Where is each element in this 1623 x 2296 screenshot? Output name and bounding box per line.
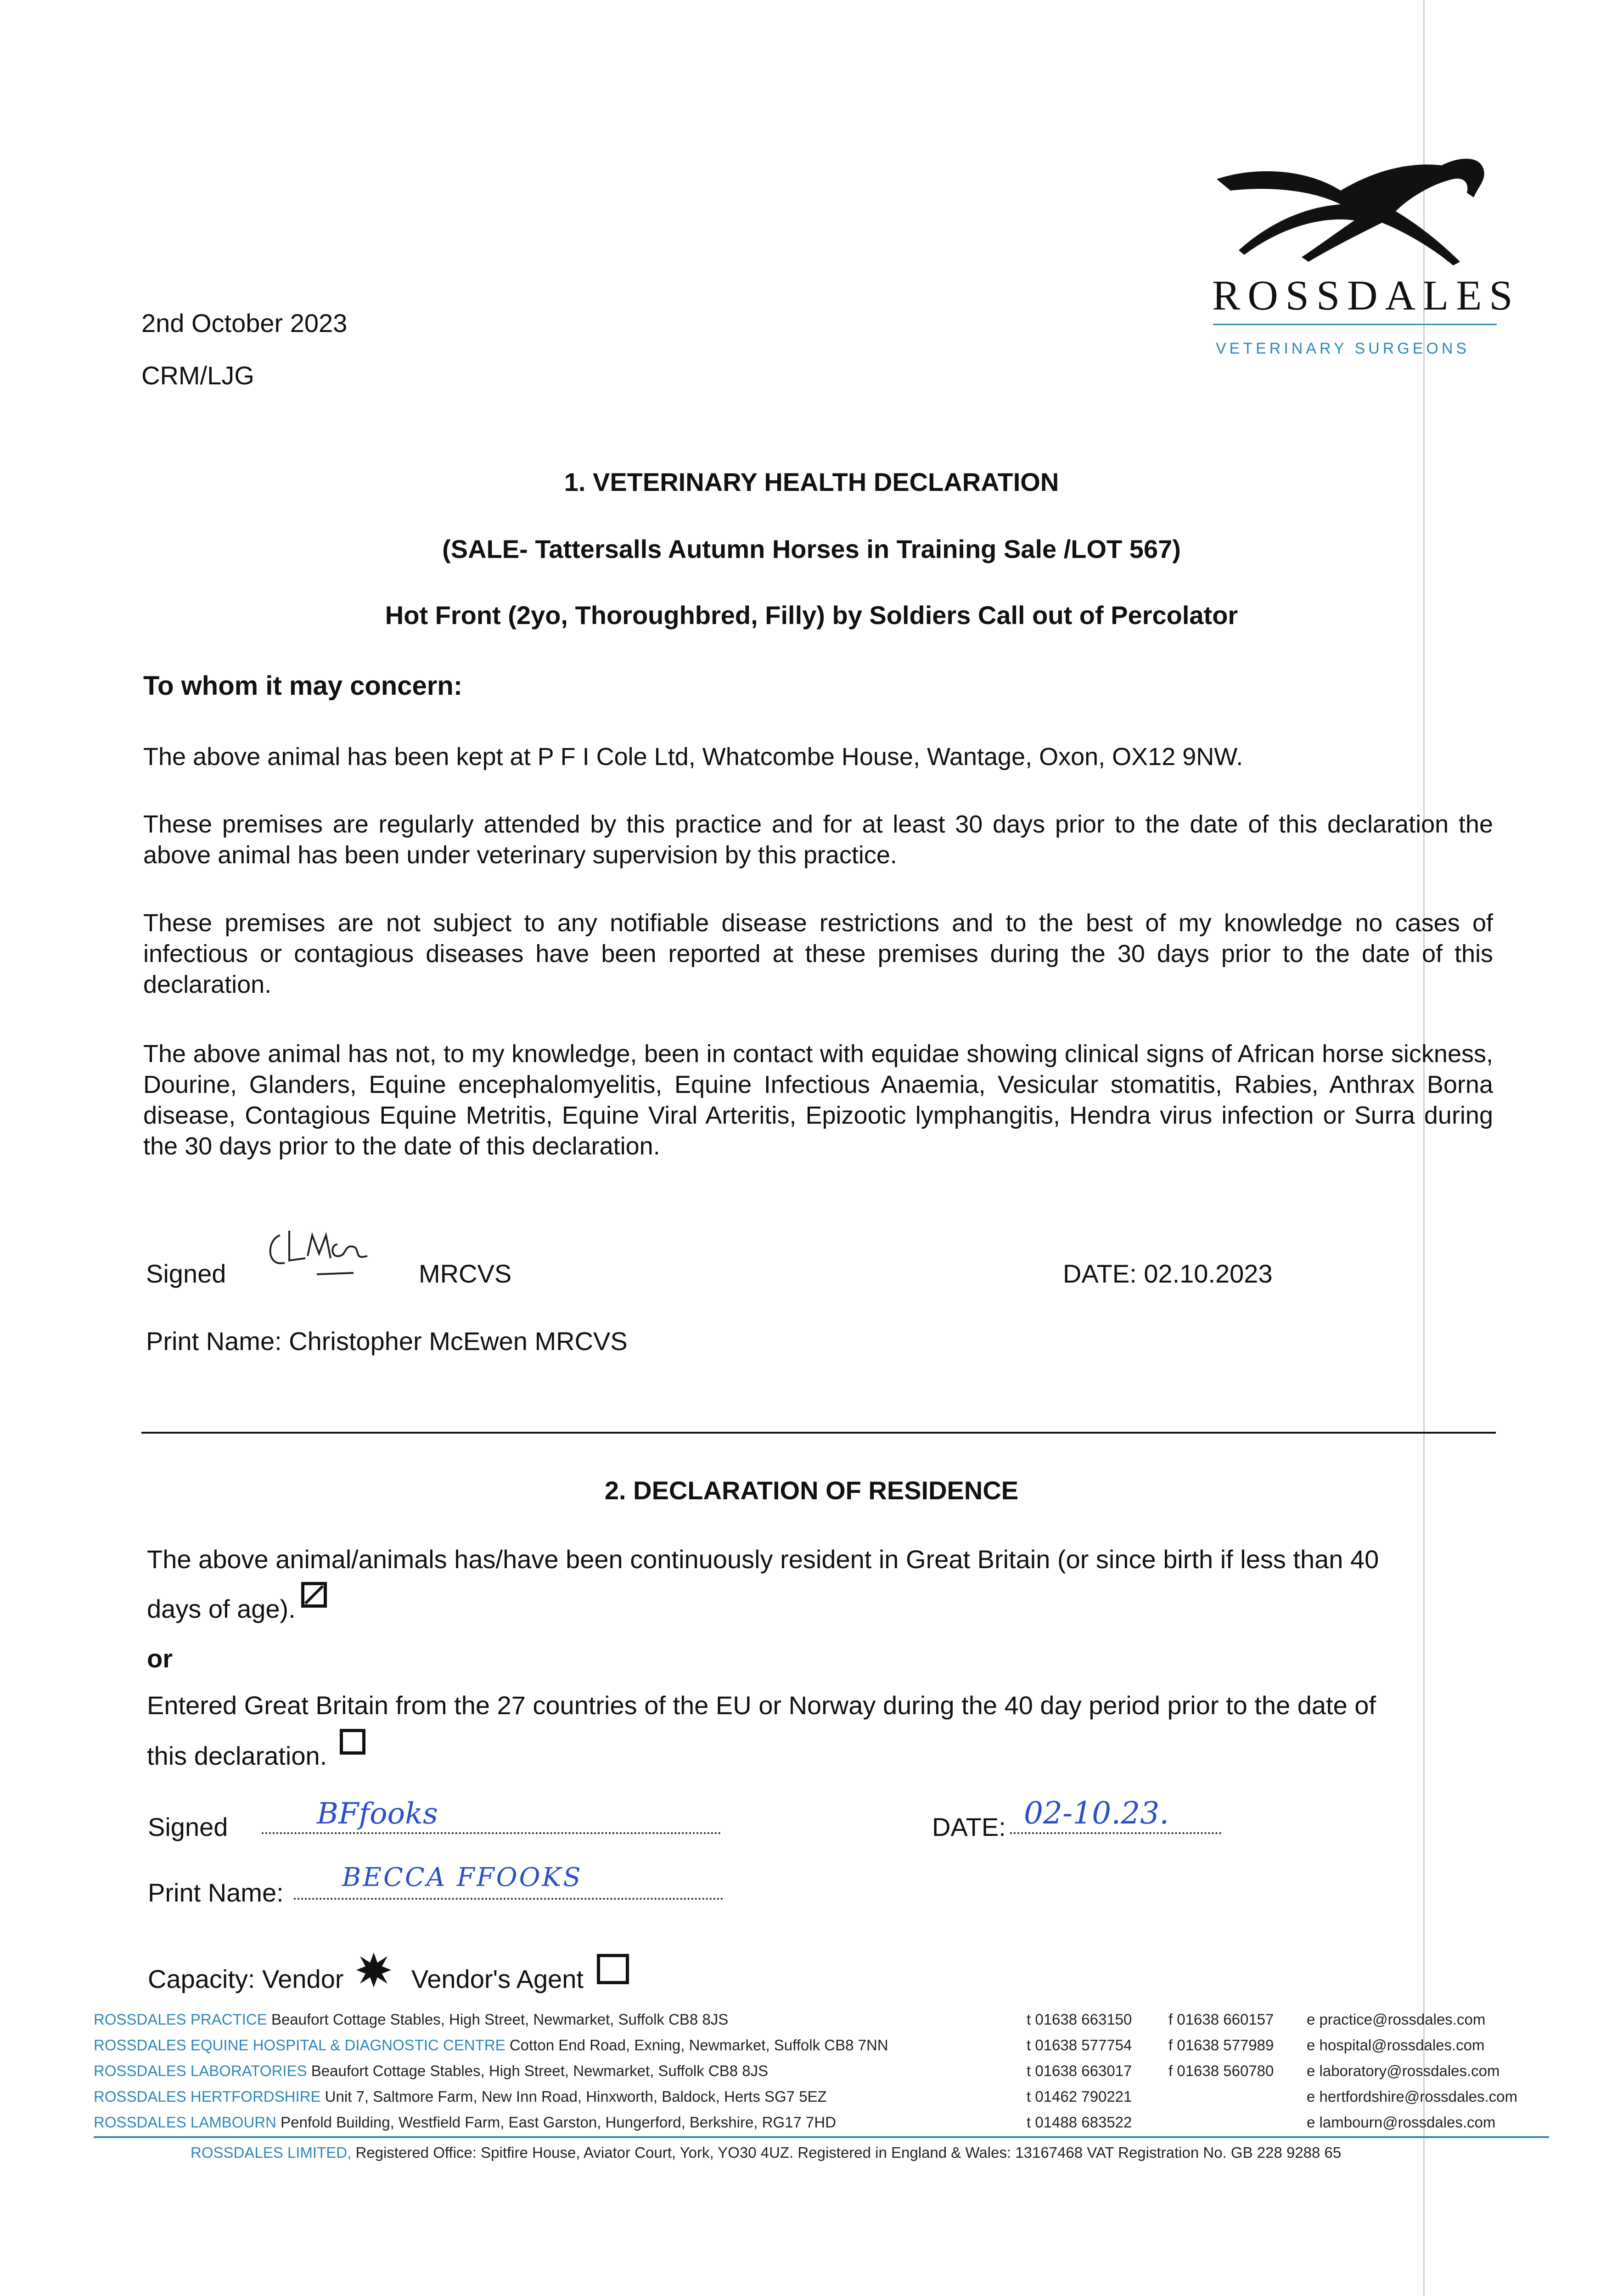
- residence-option2-line2: this declaration.: [147, 1741, 327, 1770]
- checkmark-slash-icon: [304, 1585, 324, 1604]
- section1-title: 1. VETERINARY HEALTH DECLARATION: [564, 467, 1059, 496]
- footer-row: ROSSDALES LAMBOURN Penfold Building, Westfield Farm, East Garston, Hungerford, Berkshire, RG17 7HD: [94, 2114, 837, 2131]
- horse-line: Hot Front (2yo, Thoroughbred, Filly) by Soldiers Call out of Percolator: [385, 601, 1238, 630]
- print-name-value-2: BECCA FFOOKS: [342, 1863, 583, 1892]
- sale-line: (SALE- Tattersalls Autumn Horses in Training Sale /LOT 567): [442, 535, 1181, 563]
- footer-row: ROSSDALES HERTFORDSHIRE Unit 7, Saltmore Farm, New Inn Road, Hinxworth, Baldock, Herts SG7 5EZ: [94, 2088, 827, 2105]
- or-label: or: [147, 1644, 173, 1673]
- vet-signature: [262, 1212, 399, 1281]
- footer-email: e practice@rossdales.com: [1307, 2011, 1486, 2028]
- star-burst-icon: [355, 1952, 392, 1988]
- paragraph-supervision: These premises are regularly attended by this practice and for at least 30 days prior to the date of this declaration the above animal has been under veterinary supervision by this practice.: [143, 810, 1493, 869]
- salutation: To whom it may concern:: [143, 671, 463, 701]
- footer-tel: t 01488 683522: [1027, 2114, 1132, 2131]
- paragraph-premises: The above animal has been kept at P F I Cole Ltd, Whatcombe House, Wantage, Oxon, OX12 9NW.: [143, 743, 1243, 771]
- brand-rule: [1213, 324, 1497, 325]
- section2-date-label: DATE:: [932, 1812, 1006, 1841]
- footer-tel: t 01462 790221: [1027, 2088, 1132, 2105]
- footer-tel: t 01638 663150: [1027, 2011, 1132, 2028]
- vendor-selected-mark[interactable]: [355, 1952, 392, 1988]
- letter-reference: CRM/LJG: [141, 361, 254, 390]
- signed-label-1: Signed: [146, 1259, 226, 1288]
- vendor-signature: BFfooks: [317, 1797, 438, 1831]
- footer-email: e hertfordshire@rossdales.com: [1307, 2088, 1518, 2105]
- footer-fax: f 01638 560780: [1168, 2062, 1274, 2079]
- paragraph-restrictions: These premises are not subject to any notifiable disease restrictions and to the best of my knowledge no cases of infectious or contagious diseases have been reported at these premises during the 30 days prior to the date of this declaration.: [143, 909, 1493, 998]
- footer-email: e lambourn@rossdales.com: [1307, 2114, 1496, 2131]
- footer-registered: ROSSDALES LIMITED, Registered Office: Spitfire House, Aviator Court, York, YO30 4UZ. Registered in England & Wales: 13167468 VAT Registration No. GB 228 9288 65: [191, 2144, 1342, 2161]
- residence-eu-checkbox[interactable]: [340, 1729, 365, 1755]
- section2-date-value: 02-10.23.: [1024, 1795, 1169, 1831]
- print-name-label-2: Print Name:: [148, 1878, 284, 1907]
- brand-name: ROSSDALES: [1212, 272, 1520, 319]
- section2-date-line[interactable]: [1010, 1795, 1221, 1834]
- residence-option1-line1: The above animal/animals has/have been continuously resident in Great Britain (or since birth if less than 40: [147, 1545, 1379, 1574]
- print-name-line-2[interactable]: [294, 1863, 723, 1900]
- horse-logo: [1203, 147, 1506, 285]
- footer-rule: [94, 2136, 1549, 2138]
- footer-tel: t 01638 663017: [1027, 2062, 1132, 2079]
- vendor-agent-label: Vendor's Agent: [411, 1964, 584, 1993]
- residence-option1-line2: days of age).: [147, 1594, 296, 1623]
- section1-print-name: Print Name: Christopher McEwen MRCVS: [146, 1327, 628, 1356]
- signed-label-2: Signed: [148, 1812, 228, 1841]
- footer-row: ROSSDALES PRACTICE Beaufort Cottage Stables, High Street, Newmarket, Suffolk CB8 8JS: [94, 2011, 729, 2028]
- paragraph-contact: The above animal has not, to my knowledge, been in contact with equidae showing clinical signs of African horse sickness, Dourine, Glanders, Equine encephalomyelitis, Equine Infectious Anaemia, Vesicular stomatitis, Rabies, Anthrax Borna disease, Contagious Equine Metritis, Equine Viral Arteritis, Epizootic lymphangitis, Hendra virus infection or Surra during the 30 days prior to the date of this declaration.: [143, 1040, 1493, 1160]
- vendor-signature-line[interactable]: [262, 1797, 721, 1834]
- vendor-agent-checkbox[interactable]: [597, 1954, 629, 1984]
- brand-tagline: VETERINARY SURGEONS: [1216, 340, 1470, 357]
- footer-fax: f 01638 660157: [1168, 2011, 1274, 2028]
- footer-row: ROSSDALES EQUINE HOSPITAL & DIAGNOSTIC CENTRE Cotton End Road, Exning, Newmarket, Suffolk CB8 7NN: [94, 2037, 888, 2054]
- mrcvs-label: MRCVS: [419, 1259, 512, 1288]
- footer-fax: f 01638 577989: [1168, 2037, 1274, 2054]
- footer-email: e hospital@rossdales.com: [1307, 2037, 1485, 2054]
- section-divider: [141, 1432, 1496, 1434]
- residence-option2-line1: Entered Great Britain from the 27 countries of the EU or Norway during the 40 day period prior to the date of: [147, 1691, 1376, 1720]
- residence-gb-checkbox[interactable]: [301, 1582, 327, 1608]
- horse-logo-icon: [1203, 147, 1506, 285]
- section2-title: 2. DECLARATION OF RESIDENCE: [604, 1476, 1019, 1505]
- footer-row: ROSSDALES LABORATORIES Beaufort Cottage Stables, High Street, Newmarket, Suffolk CB8 8JS: [94, 2062, 769, 2079]
- capacity-label: Capacity: Vendor: [148, 1964, 344, 1993]
- section1-date: DATE: 02.10.2023: [1063, 1259, 1273, 1288]
- letter-date: 2nd October 2023: [141, 309, 348, 338]
- footer-tel: t 01638 577754: [1027, 2037, 1132, 2054]
- footer-email: e laboratory@rossdales.com: [1307, 2062, 1500, 2079]
